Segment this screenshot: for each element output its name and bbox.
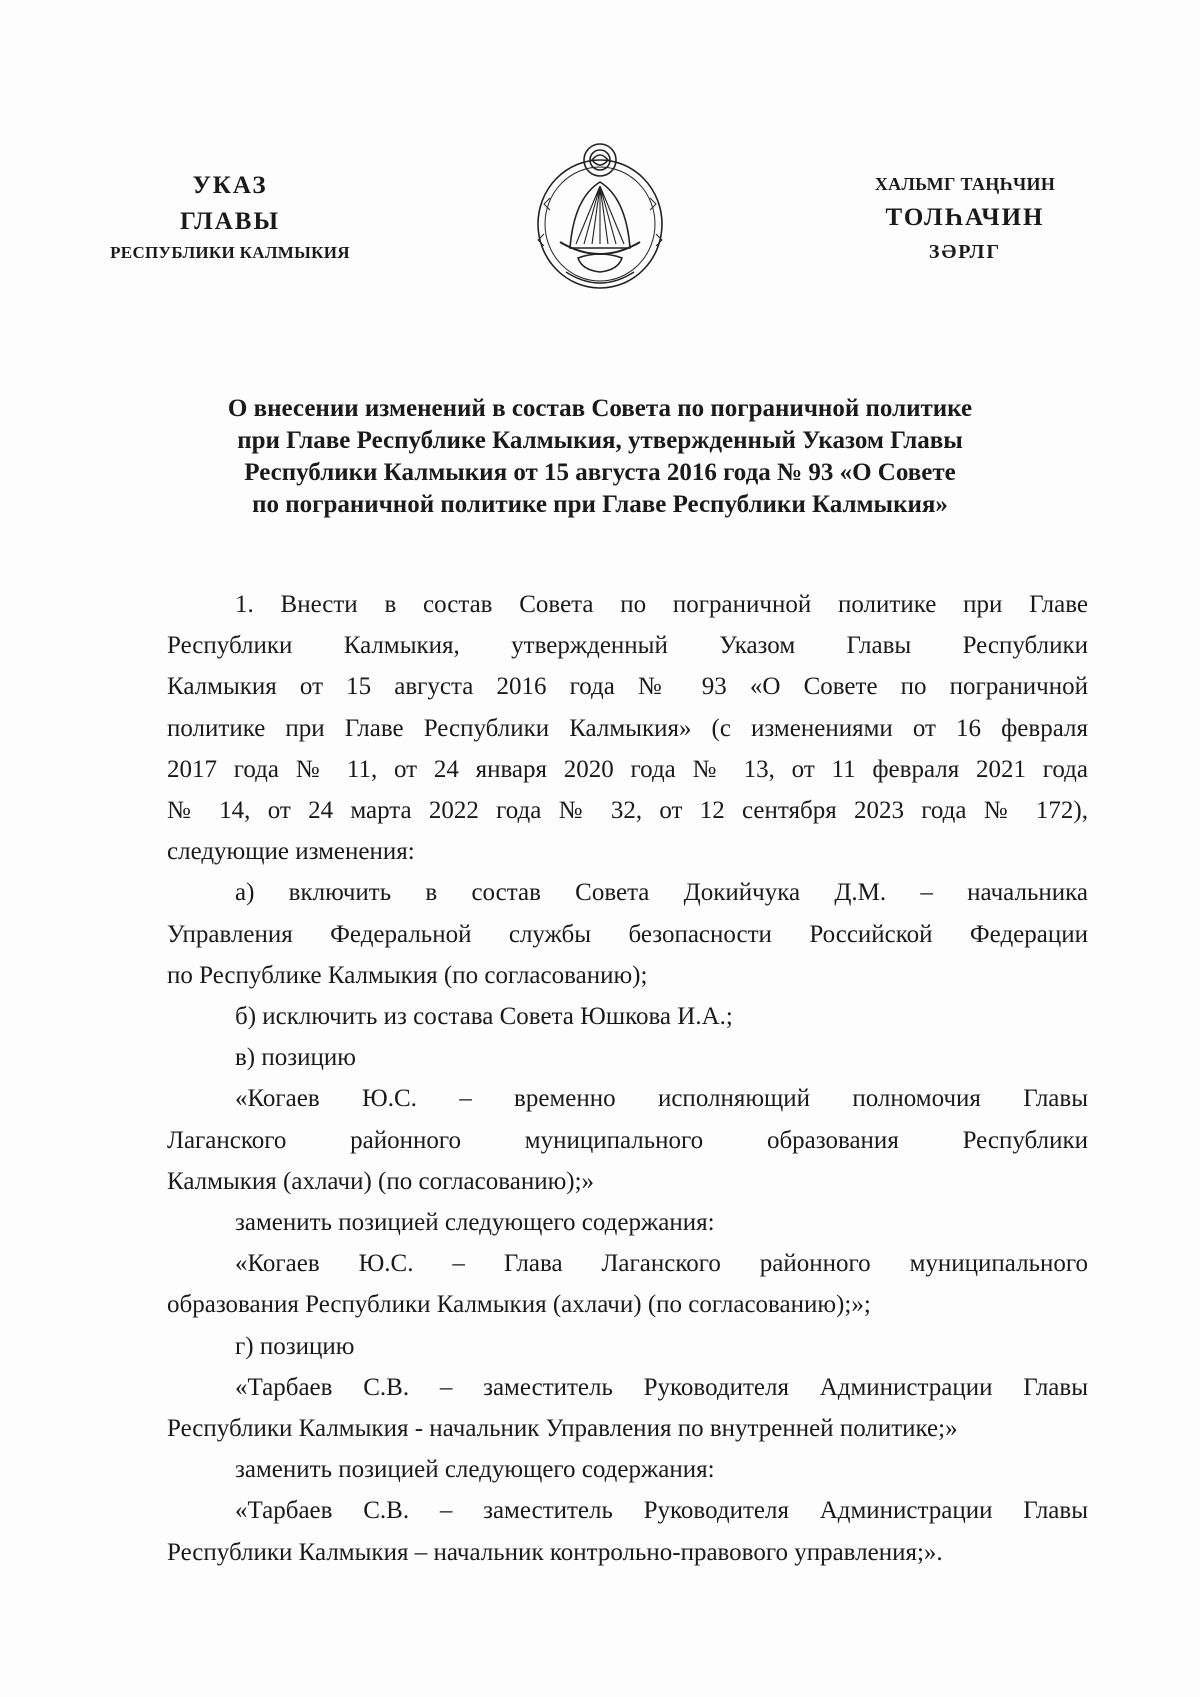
body-line: заменить позицией следующего содержания: (235, 1209, 715, 1237)
kalmyk-republic-name: ХАЛЬМГ ТАҢҺЧИН (874, 174, 1056, 194)
body-line: политике при Главе Республики Калмыкия» (с изменениями от 16 февраля (167, 714, 1088, 742)
body-line: Республики Калмыкия, утвержденный Указом Главы Республики (167, 632, 1088, 660)
decree-word: УКАЗ (192, 172, 268, 199)
header-right (820, 168, 1110, 268)
body-line: Калмыкия (ахлачи) (по согласованию);» (167, 1167, 595, 1195)
body-line: Республики Калмыкия – начальник контрольно-правового управления;». (167, 1538, 943, 1566)
body-line: № 14, от 24 марта 2022 года № 32, от 12 сентября 2023 года № 172), (167, 797, 1088, 825)
body-line: г) позицию (235, 1332, 355, 1360)
body-line: 1. Внести в состав Совета по пограничной политике при Главе (235, 591, 1088, 618)
body-line: «Когаев Ю.С. – временно исполняющий полномочия Главы (235, 1085, 1088, 1113)
body-line: Лаганского районного муниципального образования Республики (167, 1126, 1088, 1154)
title-line: Республики Калмыкия от 15 августа 2016 года № 93 «О Совете (244, 459, 956, 486)
body-line: а) включить в состав Совета Докийчука Д.М. – начальника (235, 879, 1088, 907)
title-line: по пограничной политике при Главе Республики Калмыкия» (252, 491, 948, 518)
body-line: Калмыкия от 15 августа 2016 года № 93 «О Совете по пограничной (167, 673, 1088, 701)
body-line: б) исключить из состава Совета Юшкова И.А.; (235, 1003, 733, 1031)
republic-name: РЕСПУБЛИКИ КАЛМЫКИЯ (110, 243, 350, 262)
body-line: образования Республики Калмыкия (ахлачи) (по согласованию);»; (167, 1291, 871, 1319)
body-line: Республики Калмыкия - начальник Управления по внутренней политике;» (167, 1415, 958, 1443)
body-line: «Когаев Ю.С. – Глава Лаганского районного муниципального (235, 1250, 1088, 1278)
header-left (80, 168, 380, 266)
document-title (150, 393, 1050, 521)
coat-of-arms-icon (526, 138, 674, 298)
body-line: Управления Федеральной службы безопасности Российской Федерации (167, 920, 1088, 948)
body-line: «Тарбаев С.В. – заместитель Руководителя Администрации Главы (235, 1497, 1088, 1525)
kalmyk-decree-word: ЗӘРЛГ (928, 241, 1002, 263)
head-word: ГЛАВЫ (179, 208, 281, 235)
document-body (167, 584, 1088, 1573)
body-line: «Тарбаев С.В. – заместитель Руководителя Администрации Главы (235, 1373, 1088, 1401)
kalmyk-head-word: ТОЛҺАЧИН (885, 204, 1045, 231)
body-line: в) позицию (235, 1044, 356, 1072)
body-line: заменить позицией следующего содержания: (235, 1456, 715, 1484)
title-line: при Главе Республике Калмыкия, утвержденный Указом Главы (237, 427, 963, 454)
body-line: следующие изменения: (167, 838, 415, 866)
title-line: О внесении изменений в состав Совета по пограничной политике (227, 395, 973, 422)
body-line: 2017 года № 11, от 24 января 2020 года № 13, от 11 февраля 2021 года (167, 755, 1088, 783)
body-line: по Республике Калмыкия (по согласованию); (167, 961, 648, 989)
